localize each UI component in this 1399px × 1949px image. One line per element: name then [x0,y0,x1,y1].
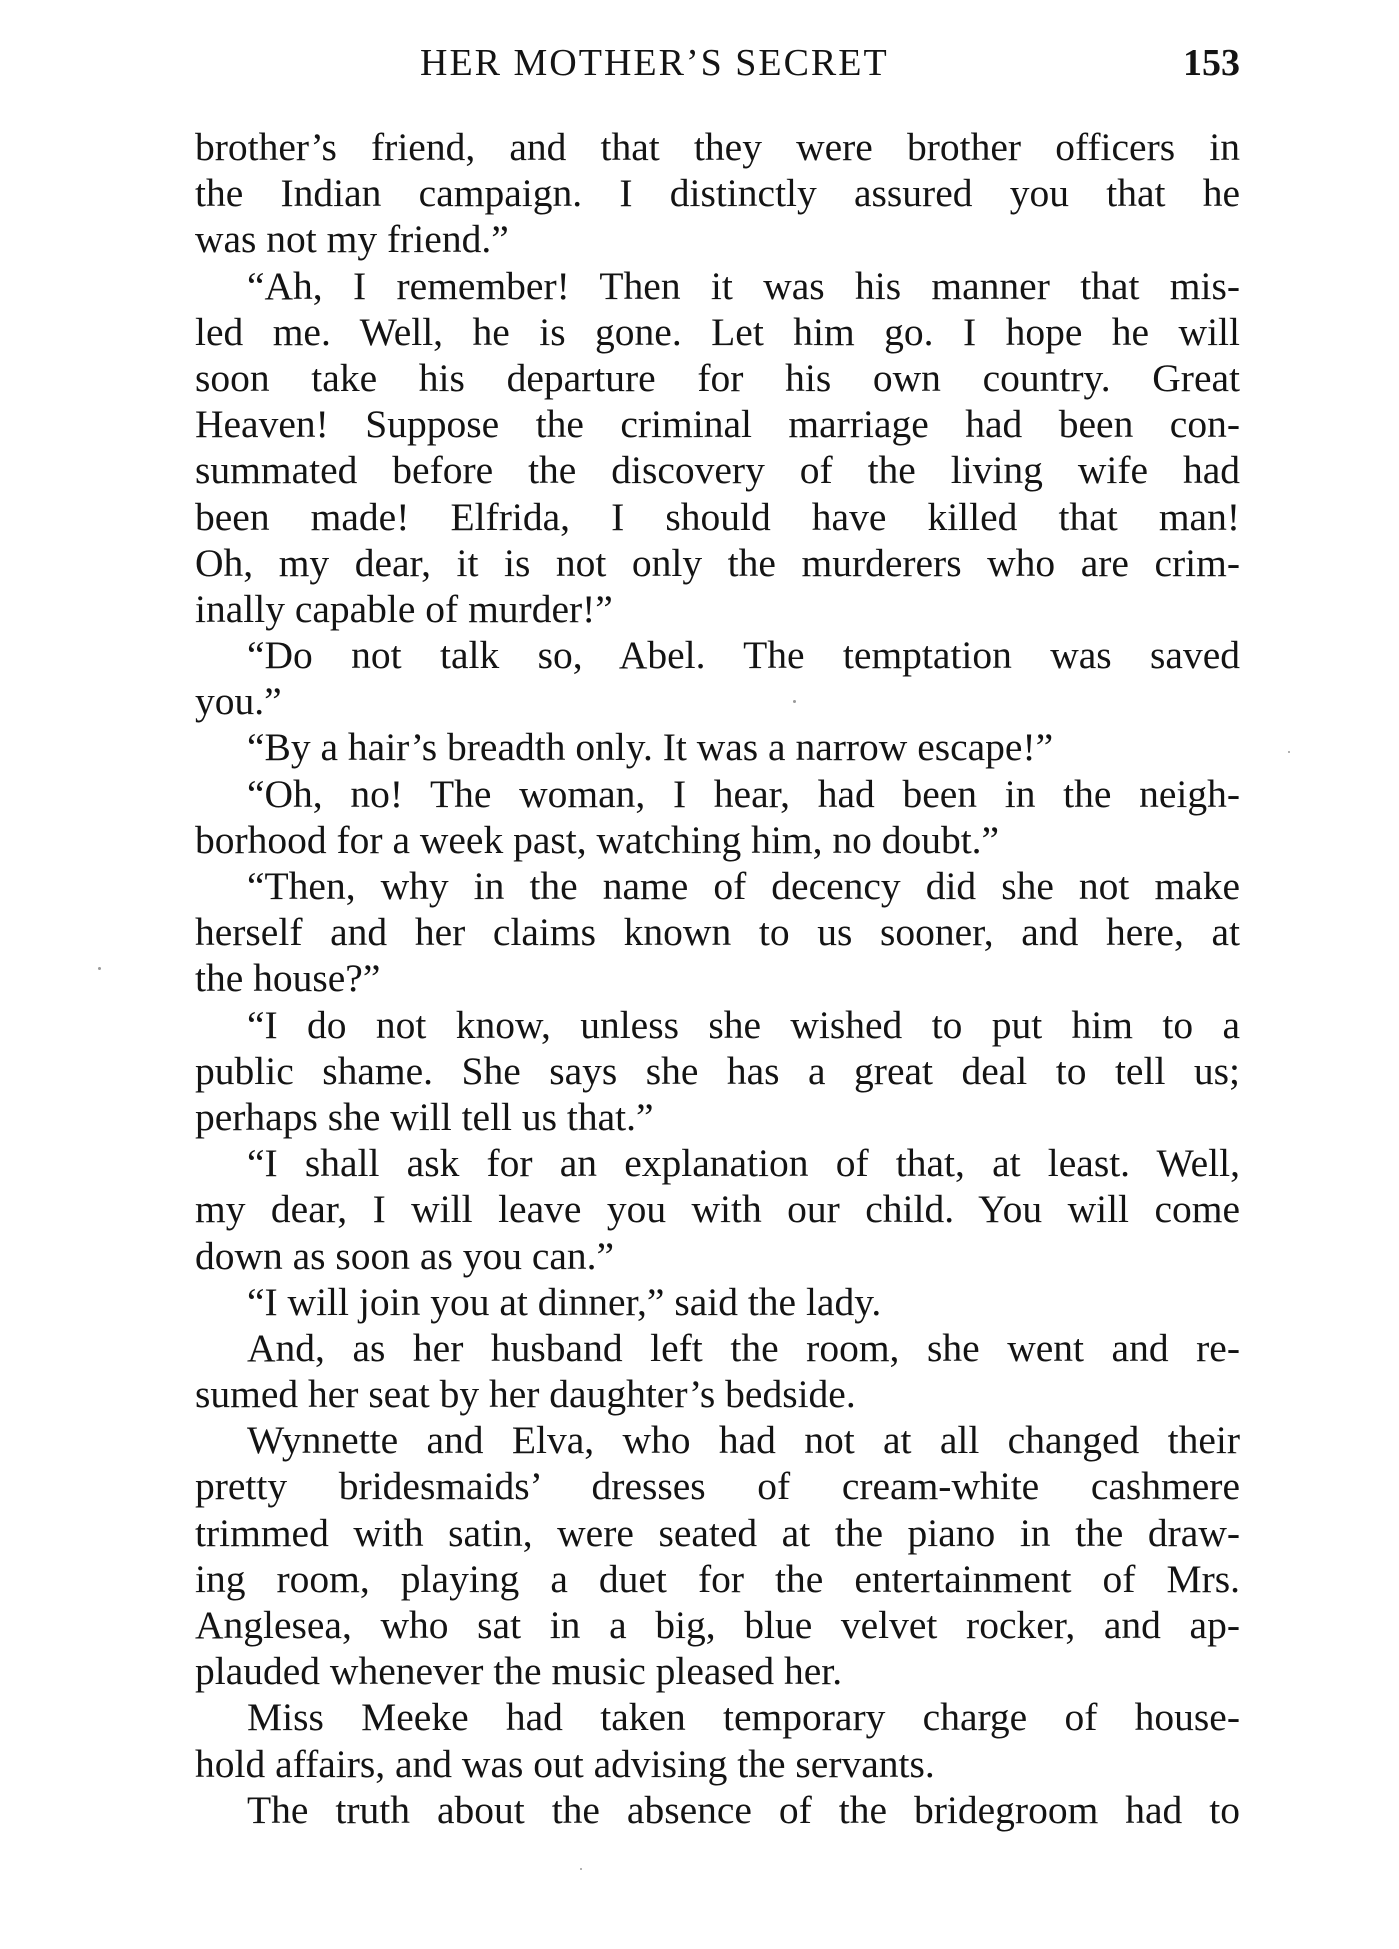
text-line: Oh, my dear, it is not only the murderers who are crim- [195,540,1240,585]
paper-speck [98,967,101,970]
body-text [195,124,1240,1833]
text-line: was not my friend.” [195,217,509,262]
text-line: ing room, playing a duet for the entertainment of Mrs. [195,1556,1240,1601]
paper-speck [1288,751,1290,753]
text-line: led me. Well, he is gone. Let him go. I hope he will [195,309,1240,354]
text-line: you.” [195,679,282,724]
text-line: inally capable of murder!” [195,586,613,631]
text-line: herself and her claims known to us sooner, and here, at [195,910,1240,955]
text-line: my dear, I will leave you with our child. You will come [195,1187,1240,1232]
text-line: the house?” [195,956,381,1001]
text-line: “Then, why in the name of decency did she not make [247,864,1240,908]
text-line: sumed her seat by her daughter’s bedside. [195,1372,856,1417]
text-line: plauded whenever the music pleased her. [195,1649,843,1694]
text-line: down as soon as you can.” [195,1233,615,1278]
running-title: HER MOTHER’S SECRET [420,42,889,84]
text-line: “Oh, no! The woman, I hear, had been in the neigh- [247,771,1240,816]
text-line: hold affairs, and was out advising the servants. [195,1741,935,1786]
text-line: Heaven! Suppose the criminal marriage had been con- [195,402,1240,447]
text-line: And, as her husband left the room, she went and re- [247,1325,1240,1370]
text-line: Anglesea, who sat in a big, blue velvet rocker, and ap- [195,1603,1240,1647]
text-line: pretty bridesmaids’ dresses of cream-white cashmere [195,1464,1240,1509]
running-head [195,38,1240,88]
text-line: summated before the discovery of the living wife had [195,448,1240,493]
text-line: The truth about the absence of the bridegroom had to [247,1787,1240,1832]
text-line: the Indian campaign. I distinctly assured you that he [195,171,1240,216]
text-line: Miss Meeke had taken temporary charge of house- [247,1695,1240,1740]
text-line: “I do not know, unless she wished to put him to a [247,1002,1240,1047]
paper-speck [793,700,796,703]
text-line: Wynnette and Elva, who had not at all changed their [247,1418,1240,1463]
text-line: perhaps she will tell us that.” [195,1094,654,1139]
text-line: been made! Elfrida, I should have killed that man! [195,494,1240,539]
paper-speck [580,1868,582,1870]
text-line: borhood for a week past, watching him, no doubt.” [195,817,1000,862]
text-line: “Ah, I remember! Then it was his manner that mis- [247,263,1240,308]
page-number: 153 [1183,42,1240,84]
text-line: “Do not talk so, Abel. The temptation was saved [247,633,1240,678]
text-line: soon take his departure for his own country. Great [195,355,1240,400]
text-line: “By a hair’s breadth only. It was a narrow escape!” [247,725,1054,770]
text-line: “I shall ask for an explanation of that, at least. Well, [247,1141,1240,1186]
text-line: “I will join you at dinner,” said the lady. [247,1279,882,1324]
text-line: public shame. She says she has a great deal to tell us; [195,1048,1240,1093]
text-line: trimmed with satin, were seated at the piano in the draw- [195,1510,1240,1555]
text-line: brother’s friend, and that they were brother officers in [195,125,1240,169]
